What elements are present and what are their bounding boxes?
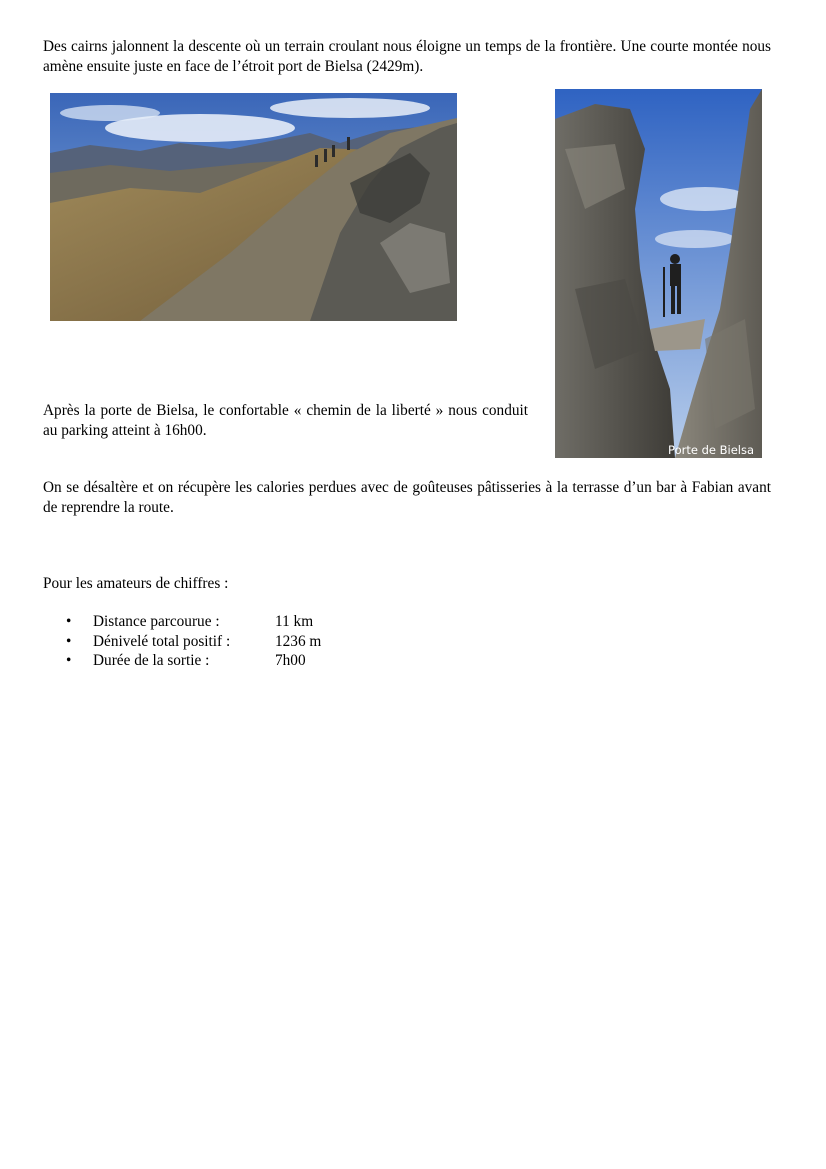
- stat-value: 1236 m: [275, 632, 322, 650]
- photo-caption: Porte de Bielsa: [668, 443, 754, 457]
- paragraph-chemin-liberte: Après la porte de Bielsa, le confortable « chemin de la liberté » nous conduit au parking atteint à 16h00.: [43, 402, 528, 439]
- bullet-icon: •: [66, 652, 72, 669]
- stat-value: 11 km: [275, 613, 314, 630]
- stat-label: Durée de la sortie :: [93, 652, 210, 669]
- ridge-photo: [50, 93, 457, 321]
- paragraph-descent: Des cairns jalonnent la descente où un terrain croulant nous éloigne un temps de la frontière. Une courte montée nous amène ensuite juste en face de l’étroit port de Bielsa (2429m).: [43, 38, 771, 75]
- bullet-icon: •: [66, 632, 72, 650]
- stat-label: Dénivelé total positif :: [93, 632, 231, 650]
- stat-value: 7h00: [275, 652, 306, 669]
- stat-label: Distance parcourue :: [93, 613, 220, 630]
- porte-de-bielsa-photo: [555, 89, 762, 458]
- paragraph-refreshment: On se désaltère et on récupère les calories perdues avec de goûteuses pâtisseries à la terrasse d’un bar à Fabian avant de reprendre la route.: [43, 479, 771, 516]
- bullet-icon: •: [66, 613, 72, 630]
- paragraph-stats-intro: Pour les amateurs de chiffres :: [43, 575, 229, 592]
- ridge-photo-image: [50, 93, 457, 321]
- porte-photo-image: [555, 89, 762, 458]
